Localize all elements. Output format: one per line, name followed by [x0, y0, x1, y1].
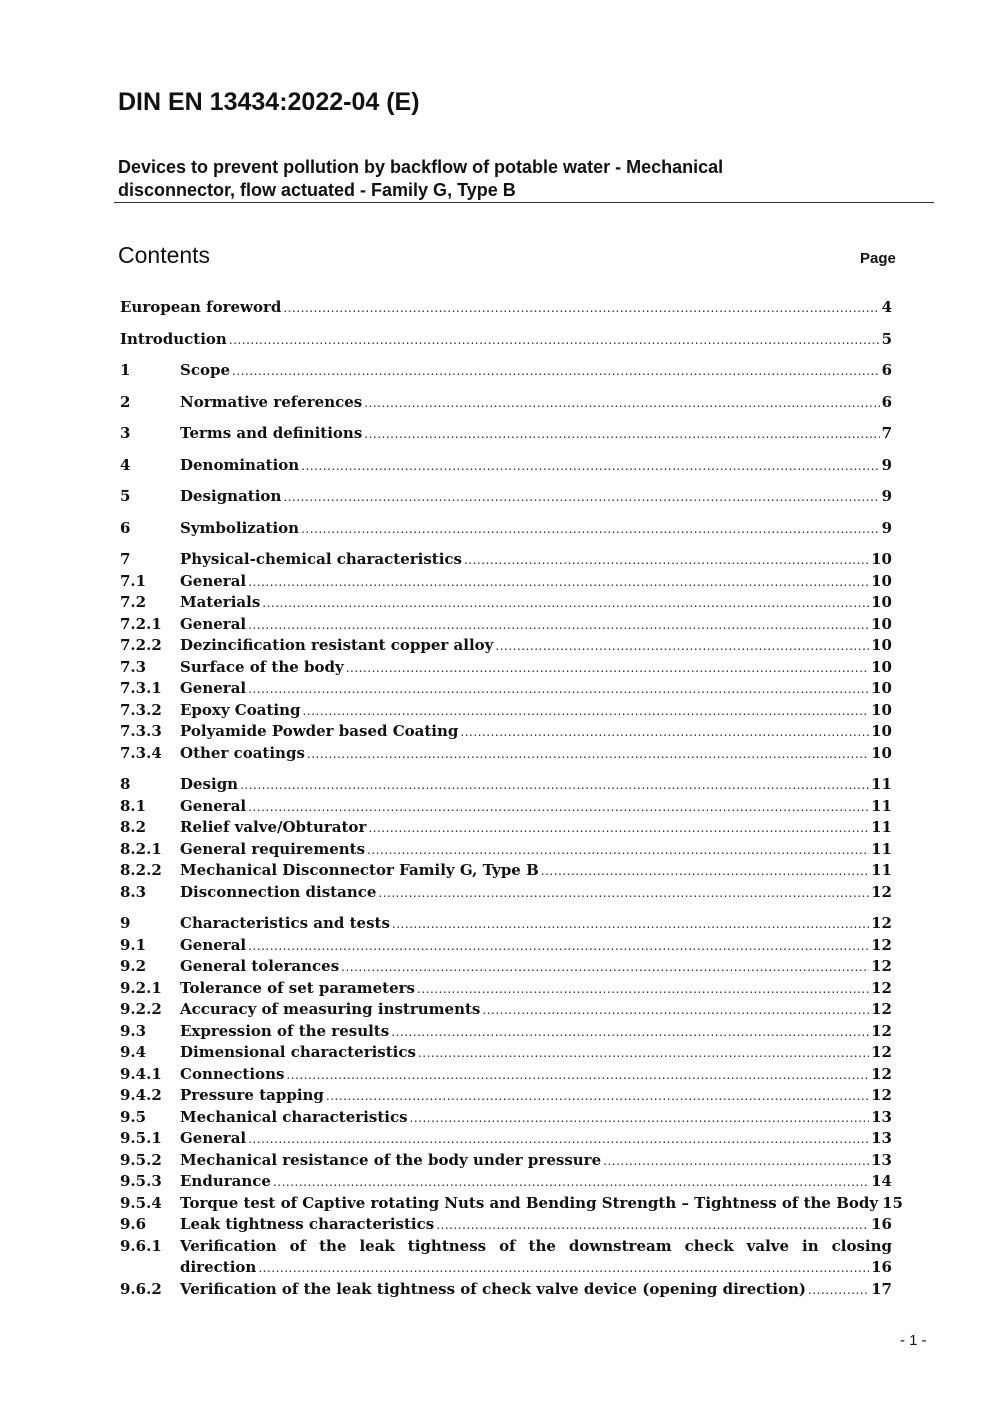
toc-entry-title: Verification of the leak tightness of check valve device (opening direction)	[180, 1279, 807, 1298]
toc-leader-dots	[364, 424, 879, 446]
toc-entry-title: Materials	[180, 593, 261, 611]
toc-entry-number: 9.4.2	[120, 1086, 162, 1104]
toc-leader-dots	[232, 361, 880, 383]
toc-entry-title: Dimensional characteristics	[180, 1043, 416, 1061]
toc-entry-page: 13	[871, 1107, 892, 1126]
toc-entry[interactable]	[120, 721, 892, 743]
toc-entry-number: 9.2	[120, 957, 147, 975]
toc-entry-number: 6	[120, 518, 131, 537]
toc-entry-page: 10	[871, 743, 892, 762]
toc-entry-page: 10	[871, 571, 892, 590]
toc-entry-number: 9.3	[120, 1021, 147, 1040]
toc-entry[interactable]	[120, 1021, 892, 1043]
toc-leader-dots	[417, 979, 869, 1001]
page-column-heading: Page	[860, 250, 896, 267]
document-title	[118, 156, 878, 202]
toc-entry-number: 3	[120, 424, 131, 442]
toc-entry-title: Mechanical Disconnector Family G, Type B	[180, 861, 539, 879]
toc-entry-number: 5	[120, 487, 131, 505]
toc-leader-dots	[495, 636, 869, 658]
toc-entry[interactable]	[120, 913, 892, 935]
toc-entry[interactable]	[120, 1150, 892, 1172]
toc-entry-title: Verification of the leak tightness of the downstream check valve in closing	[180, 1236, 892, 1255]
toc-entry-title: Design	[180, 775, 239, 793]
toc-entry[interactable]	[120, 592, 892, 614]
toc-entry-number: 9.2.2	[120, 1000, 162, 1018]
toc-leader-dots	[283, 298, 879, 320]
toc-leader-dots	[460, 722, 869, 744]
toc-entry-title: Disconnection distance	[180, 882, 377, 901]
toc-leader-dots	[248, 797, 869, 819]
toc-entry[interactable]	[120, 392, 892, 414]
toc-entry[interactable]	[120, 1279, 892, 1301]
toc-entry[interactable]	[120, 743, 892, 765]
toc-entry-number: 9.5.3	[120, 1172, 162, 1190]
toc-leader-dots	[262, 593, 869, 615]
toc-entry-title: General	[180, 1129, 247, 1147]
toc-entry-title: Connections	[180, 1064, 285, 1083]
toc-entry-number: 9.4	[120, 1043, 147, 1061]
toc-leader-dots	[541, 861, 869, 883]
toc-entry-number: 7.3.1	[120, 679, 162, 697]
toc-entry-number: 9.6	[120, 1215, 147, 1233]
toc-entry-page: 12	[871, 1021, 892, 1040]
toc-entry-page: 11	[871, 839, 892, 858]
toc-entry-title: General	[180, 935, 247, 954]
toc-entry-number: 8.2.1	[120, 839, 162, 858]
toc-entry-title: Surface of the body	[180, 657, 344, 676]
toc-entry-number: 2	[120, 392, 131, 411]
toc-entry[interactable]	[120, 935, 892, 957]
toc-entry[interactable]	[120, 678, 892, 700]
toc-leader-dots	[464, 550, 869, 572]
toc-entry-page: 12	[871, 1064, 892, 1083]
toc-entry-number: 9.5.2	[120, 1150, 162, 1169]
toc-entry-number: 7.1	[120, 571, 147, 590]
toc-entry-title: Accuracy of measuring instruments	[180, 1000, 481, 1018]
title-divider	[114, 202, 934, 203]
toc-entry-page: 7	[881, 424, 892, 442]
toc-leader-dots	[240, 775, 869, 797]
toc-entry[interactable]	[120, 1128, 892, 1150]
table-of-contents	[120, 297, 903, 1300]
toc-entry-number: 7.3.3	[120, 722, 162, 740]
toc-entry-number: 9.4.1	[120, 1064, 162, 1083]
toc-entry-title: Scope	[180, 361, 231, 379]
contents-heading: Contents	[118, 242, 211, 268]
toc-entry-number: 1	[120, 361, 131, 379]
toc-leader-dots	[603, 1151, 869, 1173]
toc-entry-page: 5	[881, 329, 892, 348]
toc-entry[interactable]	[120, 978, 892, 1000]
toc-entry-title: Tolerance of set parameters	[180, 978, 415, 997]
toc-entry-page: 13	[871, 1150, 892, 1169]
toc-leader-dots	[303, 701, 870, 723]
toc-entry[interactable]	[120, 329, 892, 351]
toc-entry-title: Epoxy Coating	[180, 700, 301, 719]
toc-leader-dots	[808, 1280, 869, 1302]
toc-entry-title-continuation: direction	[180, 1258, 257, 1276]
toc-entry[interactable]	[120, 774, 892, 796]
toc-entry[interactable]	[120, 882, 892, 904]
toc-entry-title: General requirements	[180, 839, 366, 858]
toc-entry-title: Symbolization	[180, 518, 300, 537]
toc-entry[interactable]	[120, 455, 892, 477]
toc-entry-title: General	[180, 614, 247, 633]
toc-leader-dots	[258, 1258, 869, 1280]
toc-entry[interactable]	[120, 956, 892, 978]
toc-entry-number: 7.3.4	[120, 743, 162, 762]
toc-entry-page: 11	[871, 796, 892, 815]
toc-entry-number: 9.6.1	[120, 1236, 162, 1255]
document-code: DIN EN 13434:2022-04 (E)	[118, 88, 420, 116]
toc-leader-dots	[248, 572, 869, 594]
toc-entry-title: Denomination	[180, 455, 300, 474]
toc-entry-title: Designation	[180, 487, 282, 505]
toc-entry[interactable]	[120, 486, 892, 508]
toc-leader-dots	[391, 1022, 869, 1044]
toc-entry-title: Mechanical resistance of the body under pressure	[180, 1150, 602, 1169]
toc-entry-title: Leak tightness characteristics	[180, 1215, 435, 1233]
toc-entry-page: 10	[871, 636, 892, 654]
toc-entry[interactable]	[120, 297, 892, 319]
toc-leader-dots	[368, 818, 869, 840]
toc-entry[interactable]	[120, 571, 892, 593]
toc-entry-title: Characteristics and tests	[180, 914, 390, 932]
toc-leader-dots	[436, 1215, 869, 1237]
toc-entry[interactable]	[120, 1085, 892, 1107]
toc-entry-number: 8.2	[120, 818, 147, 836]
toc-entry-page: 16	[871, 1215, 892, 1233]
toc-entry-title: General tolerances	[180, 957, 340, 975]
toc-entry[interactable]	[120, 700, 892, 722]
toc-entry[interactable]	[120, 360, 892, 382]
toc-leader-dots	[378, 883, 869, 905]
toc-entry-number: 7.2.2	[120, 636, 162, 654]
toc-entry-number: 9.2.1	[120, 978, 162, 997]
toc-entry[interactable]	[120, 1236, 892, 1258]
toc-entry-page: 6	[881, 392, 892, 411]
toc-entry[interactable]	[120, 1064, 892, 1086]
toc-entry-page: 11	[871, 775, 892, 793]
toc-entry-title: General	[180, 796, 247, 815]
toc-leader-dots	[283, 487, 879, 509]
toc-entry-page: 11	[871, 861, 892, 879]
toc-entry[interactable]	[120, 839, 892, 861]
toc-entry-continuation[interactable]	[120, 1257, 892, 1279]
toc-entry-page: 17	[871, 1279, 892, 1298]
toc-entry-number: 7.2	[120, 593, 147, 611]
toc-entry-number: 7.3.2	[120, 700, 162, 719]
toc-entry-number: 9.6.2	[120, 1279, 162, 1298]
toc-entry-title: Torque test of Captive rotating Nuts and Bending Strength – Tightness of the Body	[180, 1193, 879, 1212]
toc-entry[interactable]	[120, 423, 892, 445]
toc-entry[interactable]	[120, 1107, 892, 1129]
toc-leader-dots	[364, 393, 879, 415]
toc-entry-page: 10	[871, 550, 892, 568]
toc-entry-number: 9	[120, 914, 131, 932]
toc-entry-title: Introduction	[120, 329, 227, 348]
toc-entry-page: 13	[871, 1129, 892, 1147]
toc-leader-dots	[410, 1108, 870, 1130]
document-title-line-2: disconnector, flow actuated - Family G, Type B	[118, 180, 516, 200]
toc-entry-title: Polyamide Powder based Coating	[180, 722, 459, 740]
toc-entry-title: Normative references	[180, 392, 363, 411]
toc-leader-dots	[301, 519, 879, 541]
toc-entry-page: 12	[871, 1000, 892, 1018]
toc-leader-dots	[229, 330, 880, 352]
toc-entry-number: 8	[120, 775, 131, 793]
toc-entry-number: 9.1	[120, 935, 147, 954]
toc-leader-dots	[341, 957, 869, 979]
toc-entry-page: 9	[881, 455, 892, 474]
toc-entry-page: 11	[871, 818, 892, 836]
toc-leader-dots	[248, 1129, 869, 1151]
toc-entry[interactable]	[120, 1214, 892, 1236]
toc-entry[interactable]	[120, 796, 892, 818]
toc-leader-dots	[346, 658, 869, 680]
toc-entry-page: 16	[871, 1258, 892, 1276]
toc-entry-title: Expression of the results	[180, 1021, 390, 1040]
toc-entry[interactable]	[120, 635, 892, 657]
toc-entry-page: 15	[882, 1193, 903, 1212]
toc-entry-page: 12	[871, 1043, 892, 1061]
toc-entry-title: Other coatings	[180, 743, 305, 762]
toc-entry-page: 12	[871, 935, 892, 954]
toc-leader-dots	[248, 936, 869, 958]
toc-entry-page: 10	[871, 700, 892, 719]
toc-entry-page: 12	[871, 1086, 892, 1104]
toc-entry-number: 8.2.2	[120, 861, 162, 879]
toc-entry-page: 6	[881, 361, 892, 379]
toc-entry-number: 9.5.4	[120, 1193, 162, 1212]
toc-entry-title: Relief valve/Obturator	[180, 818, 367, 836]
toc-entry-page: 9	[881, 518, 892, 537]
toc-entry-title: General	[180, 679, 247, 697]
toc-leader-dots	[301, 456, 879, 478]
toc-entry-title: Mechanical characteristics	[180, 1107, 408, 1126]
toc-entry[interactable]	[120, 1171, 892, 1193]
toc-entry[interactable]	[120, 1193, 903, 1215]
toc-leader-dots	[367, 840, 869, 862]
toc-entry-number: 7.3	[120, 657, 147, 676]
toc-leader-dots	[307, 744, 869, 766]
toc-entry-page: 12	[871, 882, 892, 901]
toc-entry-number: 9.5	[120, 1107, 147, 1126]
toc-entry-number: 7.2.1	[120, 614, 162, 633]
toc-leader-dots	[273, 1172, 869, 1194]
toc-entry-title: General	[180, 571, 247, 590]
toc-entry-title: European foreword	[120, 298, 282, 316]
toc-entry-page: 14	[871, 1172, 892, 1190]
toc-entry[interactable]	[120, 518, 892, 540]
toc-entry[interactable]	[120, 549, 892, 571]
document-title-line-1: Devices to prevent pollution by backflow of potable water - Mechanical	[118, 157, 724, 177]
toc-entry-title: Terms and definitions	[180, 424, 363, 442]
toc-entry-page: 12	[871, 957, 892, 975]
toc-entry-page: 10	[871, 614, 892, 633]
toc-entry-title: Pressure tapping	[180, 1086, 324, 1104]
toc-entry-number: 4	[120, 455, 131, 474]
toc-entry-page: 10	[871, 657, 892, 676]
toc-entry[interactable]	[120, 860, 892, 882]
toc-entry-title: Physical-chemical characteristics	[180, 550, 462, 568]
toc-leader-dots	[248, 615, 869, 637]
toc-entry-page: 10	[871, 593, 892, 611]
toc-entry-number: 8.3	[120, 882, 147, 901]
toc-entry-number: 7	[120, 550, 131, 568]
toc-entry-number: 8.1	[120, 796, 147, 815]
toc-leader-dots	[248, 679, 869, 701]
toc-entry-page: 4	[881, 298, 892, 316]
toc-leader-dots	[326, 1086, 869, 1108]
toc-entry[interactable]	[120, 999, 892, 1021]
toc-entry-page: 10	[871, 679, 892, 697]
page-number: - 1 -	[900, 1332, 927, 1349]
toc-entry[interactable]	[120, 657, 892, 679]
toc-leader-dots	[286, 1065, 869, 1087]
toc-entry-number: 9.5.1	[120, 1129, 162, 1147]
toc-leader-dots	[418, 1043, 869, 1065]
toc-entry[interactable]	[120, 1042, 892, 1064]
toc-entry-page: 12	[871, 978, 892, 997]
toc-entry[interactable]	[120, 817, 892, 839]
toc-leader-dots	[392, 914, 869, 936]
toc-leader-dots	[482, 1000, 869, 1022]
toc-entry-title: Dezincification resistant copper alloy	[180, 636, 494, 654]
toc-entry-page: 9	[881, 487, 892, 505]
toc-entry-title: Endurance	[180, 1172, 271, 1190]
toc-entry-page: 12	[871, 914, 892, 932]
toc-entry-page: 10	[871, 722, 892, 740]
toc-entry[interactable]	[120, 614, 892, 636]
